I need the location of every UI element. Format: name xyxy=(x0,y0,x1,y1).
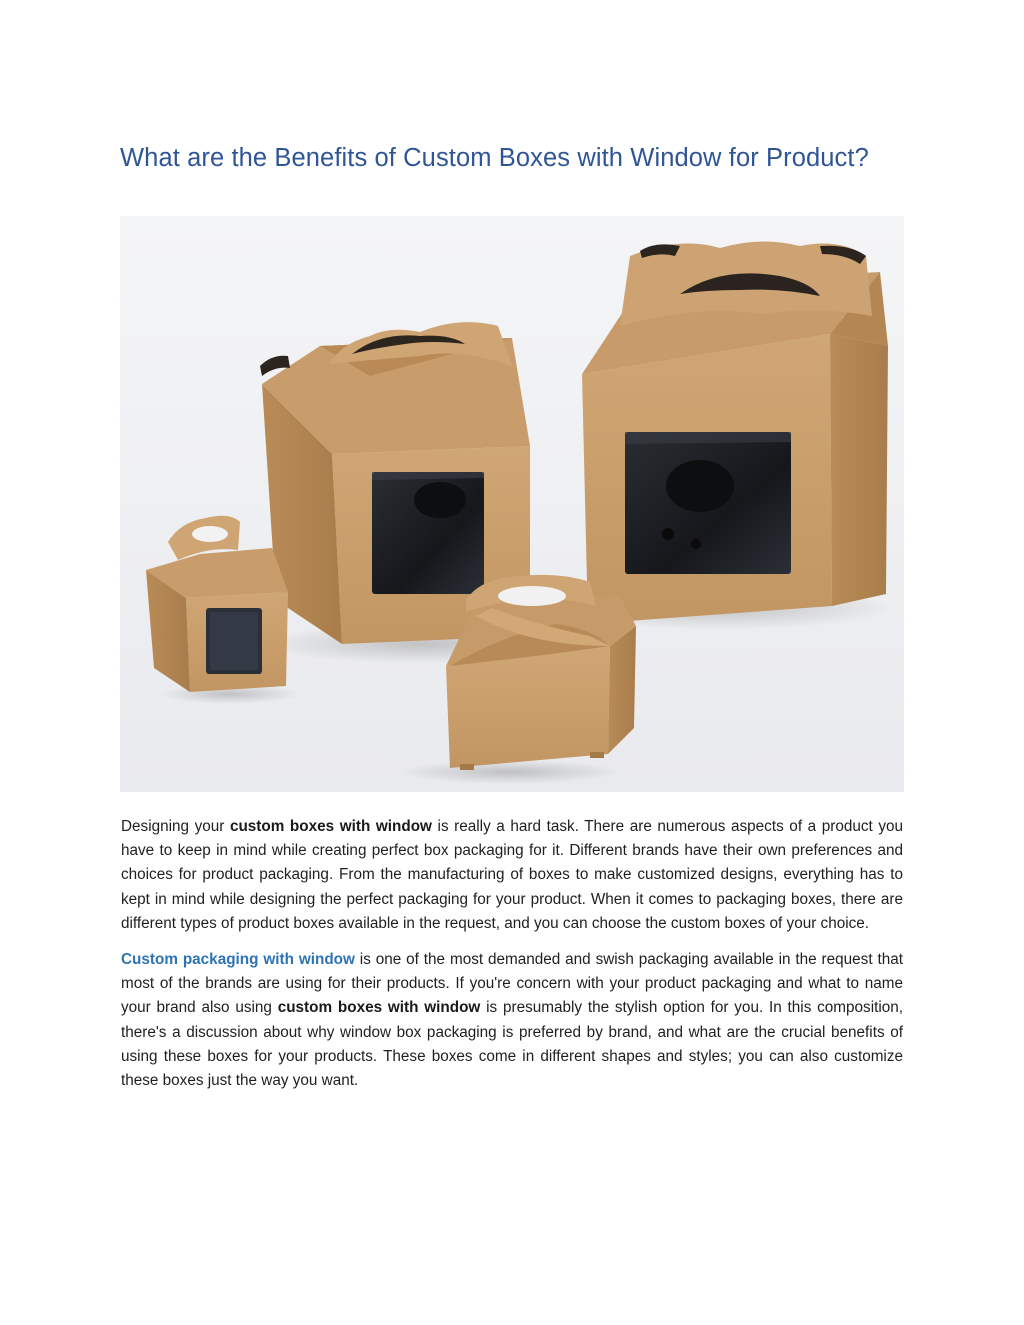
paragraph-2-body: is presumably the stylish option for you. In this composition, there's a discussion about why window box packaging is preferred by brand, and what are the crucial benefits of using these boxes for your products. These boxes come in different shapes and styles; you can also customize these boxes just the way you want. xyxy=(121,999,904,1090)
body-text xyxy=(121,815,903,1105)
paragraph-1 xyxy=(121,815,903,936)
keyword-custom-boxes-with-window: custom boxes with window xyxy=(229,818,432,835)
keyword-custom-boxes-with-window-2: custom boxes with window xyxy=(277,999,481,1017)
paragraph-2 xyxy=(121,948,903,1093)
page-title: What are the Benefits of Custom Boxes with Window for Product? xyxy=(120,144,869,172)
paragraph-2-middle: is one of the most demanded and swish packaging available in the request that most of the brands are using for their products. If you're concern with your product packaging and what to name your brand also using xyxy=(121,951,903,1017)
custom-packaging-link[interactable]: Custom packaging with window xyxy=(121,951,355,969)
paragraph-1-body: is really a hard task. There are numerous aspects of a product you have to keep in mind while creating perfect box packaging for it. Different brands have their own preferences and choices for product packaging. From the manufacturing of boxes to make customized designs, everything has to kept in mind while designing the perfect packaging for your product. When it comes to packaging boxes, there are different types of product boxes available in the request, and you can choose the custom boxes of your choice. xyxy=(121,818,903,932)
paragraph-1-intro: Designing your xyxy=(121,818,230,835)
product-photo xyxy=(120,216,904,792)
